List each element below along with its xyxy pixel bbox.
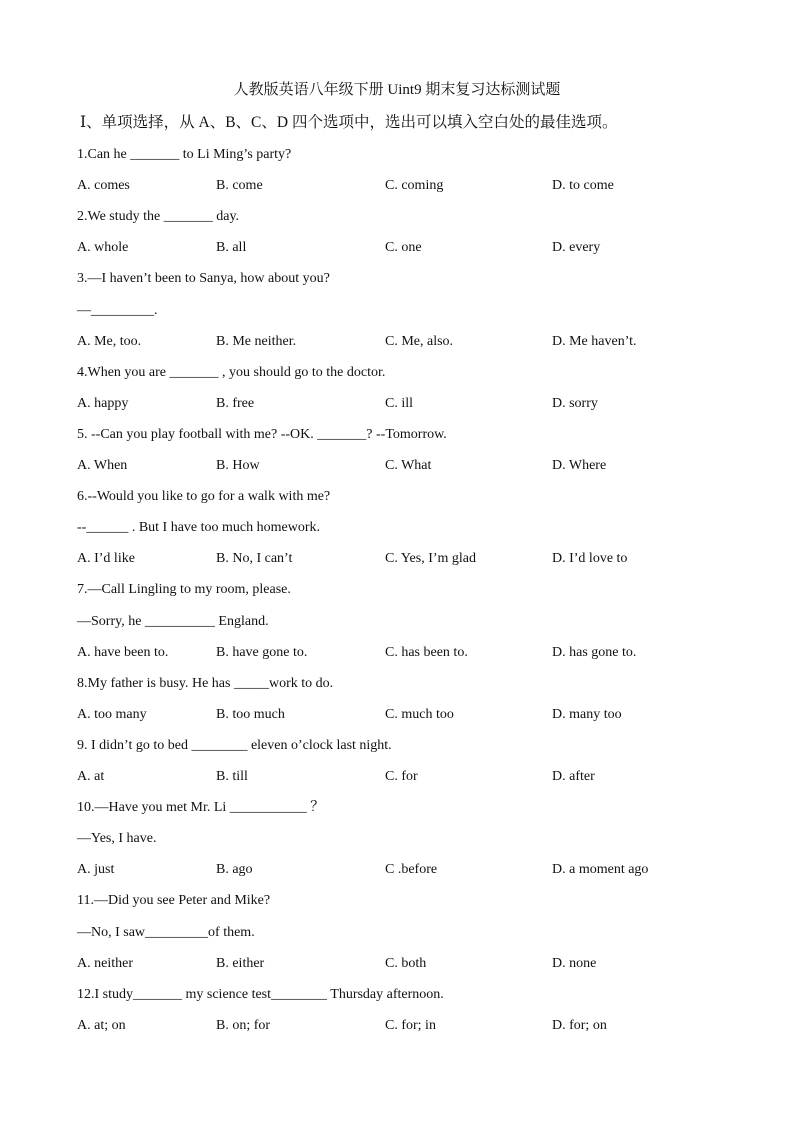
answer-option: B. No, I can’t [216,551,293,567]
answer-option: D. I’d love to [552,551,628,567]
question-stem: 5. --Can you play football with me? --OK. _______? --Tomorrow. [77,426,447,442]
answer-option: A. happy [77,395,129,411]
question-stem: 11.—Did you see Peter and Mike? [77,893,271,909]
answer-option: A. comes [77,178,130,194]
answer-option: D. sorry [552,395,598,411]
question-stem: 8.My father is busy. He has _____work to do. [77,675,334,691]
answer-option: D. a moment ago [552,862,649,878]
answer-option: A. just [77,862,115,878]
answer-option: A. at; on [77,1017,126,1033]
answer-option: C. Me, also. [385,333,454,349]
question-stem: 3.—I haven’t been to Sanya, how about you? [77,271,330,287]
answer-option: A. have been to. [77,644,169,660]
answer-option: B. How [216,458,260,473]
question-dialogue-line: --______ . But I have too much homework. [77,520,321,536]
answer-option: C. Yes, I’m glad [385,551,477,567]
answer-option: A. I’d like [77,551,135,567]
answer-option: B. free [216,395,255,411]
question-dialogue-line: —_________. [77,302,158,318]
answer-option: D. none [552,955,597,971]
answer-option: C. for [385,769,418,784]
question-stem: 6.--Would you like to go for a walk with me? [77,489,331,505]
page-title: 人教版英语八年级下册 Uint9 期末复习达标测试题 [233,82,561,98]
answer-option: C. one [385,240,422,256]
answer-option: B. on; for [216,1017,271,1033]
question-dialogue-line: —Sorry, he __________ England. [77,613,269,629]
answer-option: A. too many [77,706,147,722]
answer-option: B. come [216,178,263,194]
answer-option: A. Me, too. [77,333,142,349]
answer-option: A. at [77,769,105,784]
question-stem: 2.We study the _______ day. [77,209,240,225]
answer-option: D. for; on [552,1017,607,1033]
answer-option: C .before [385,862,438,878]
section-heading: Ⅰ、单项选择，从 A、B、C、D 四个选项中，选出可以填入空白处的最佳选项。 [80,114,618,131]
question-stem: 4.When you are _______ , you should go to the doctor. [77,364,386,380]
question-dialogue-line: —No, I saw_________of them. [77,924,255,940]
answer-option: D. after [552,769,595,784]
answer-option: C. coming [385,178,444,194]
answer-option: A. When [77,458,128,473]
question-stem: 12.I study_______ my science test________ Thursday afternoon. [77,986,444,1002]
answer-option: A. whole [77,240,129,256]
answer-option: D. to come [552,178,614,194]
answer-option: D. has gone to. [552,644,637,660]
answer-option: A. neither [77,955,133,971]
question-stem: 7.—Call Lingling to my room, please. [77,582,291,598]
answer-option: B. either [216,955,265,971]
answer-option: C. has been to. [385,644,468,660]
question-dialogue-line: —Yes, I have. [77,831,157,847]
answer-option: C. much too [385,706,454,722]
answer-option: C. for; in [385,1017,436,1033]
answer-option: B. have gone to. [216,644,308,660]
answer-option: C. both [385,955,427,971]
answer-option: C. ill [385,395,414,411]
answer-option: D. Me haven’t. [552,333,637,349]
answer-option: D. many too [552,706,622,722]
answer-option: B. Me neither. [216,333,297,349]
answer-option: C. What [385,458,432,473]
question-stem: 1.Can he _______ to Li Ming’s party? [77,147,292,162]
answer-option: D. Where [552,458,607,473]
question-stem: 10.—Have you met Mr. Li ___________ ？ [77,800,325,816]
answer-option: B. ago [216,862,253,878]
answer-option: D. every [552,240,601,256]
question-stem: 9. I didn’t go to bed ________ eleven o’clock last night. [77,737,392,753]
answer-option: B. till [216,769,248,784]
answer-option: B. all [216,240,247,256]
answer-option: B. too much [216,706,285,722]
